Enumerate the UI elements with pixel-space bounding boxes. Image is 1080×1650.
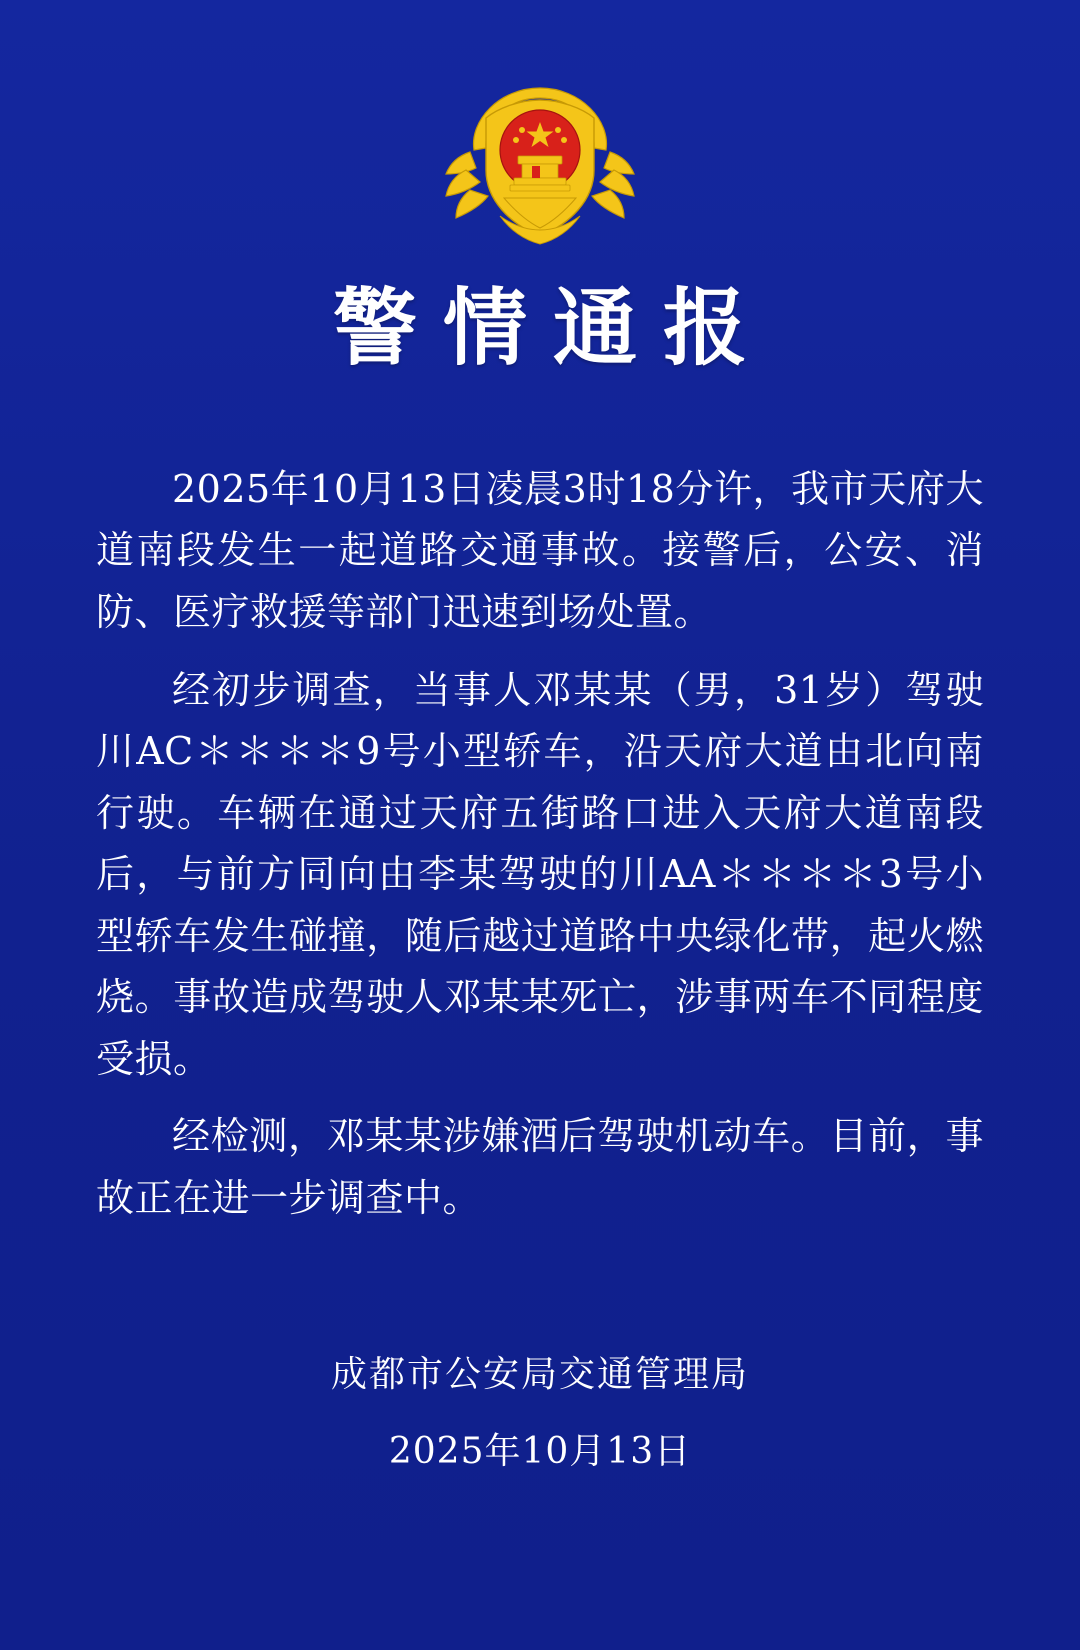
page-title: 警情通报 xyxy=(332,278,773,377)
paragraph-2: 经初步调查，当事人邓某某（男，31岁）驾驶川AC＊＊＊＊9号小型轿车，沿天府大道由北向南行驶。车辆在通过天府五街路口进入天府大道南段后，与前方同向由李某驾驶的川AA＊＊＊＊3号小型轿车发生碰撞，随后越过道路中央绿化带，起火燃烧。事故造成驾驶人邓某某死亡，涉事两车不同程度受损。 xyxy=(96,667,984,1081)
bulletin-footer xyxy=(0,1346,1080,1474)
paragraph-1: 2025年10月13日凌晨3时18分许，我市天府大道南段发生一起道路交通事故。接警后，公安、消防、医疗救援等部门迅速到场处置。 xyxy=(96,466,984,634)
paragraph-3: 经检测，邓某某涉嫌酒后驾驶机动车。目前，事故正在进一步调查中。 xyxy=(96,1114,984,1220)
bulletin-body xyxy=(96,459,984,1246)
issuing-authority: 成都市公安局交通管理局 xyxy=(330,1354,749,1395)
issue-date: 2025年10月13日 xyxy=(388,1431,692,1472)
china-police-emblem xyxy=(440,78,640,246)
